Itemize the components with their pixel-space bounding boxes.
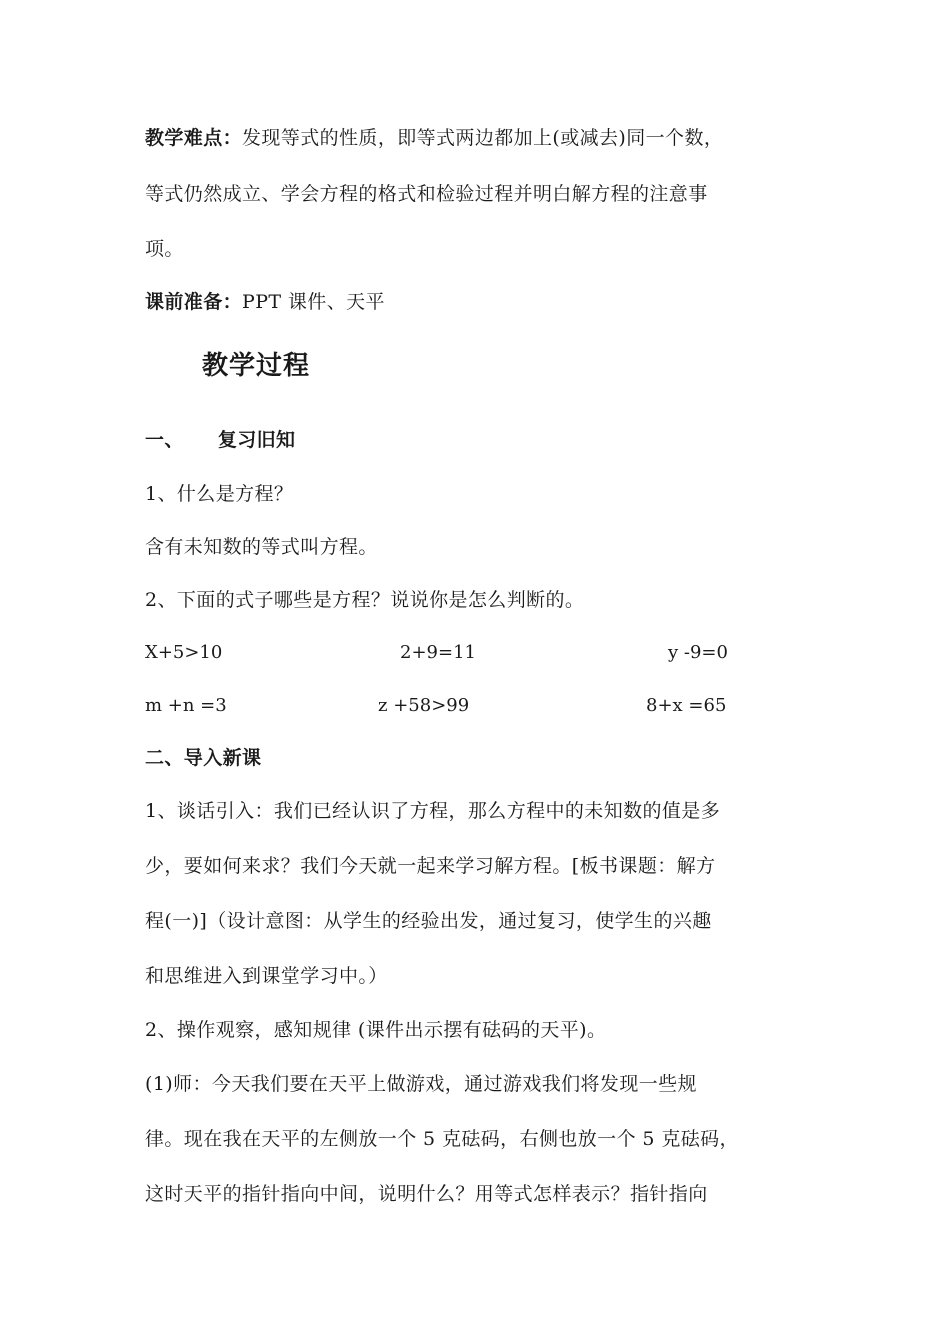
difficulty-line-1 <box>145 124 723 152</box>
expression-2: 2+9=11 <box>400 642 476 663</box>
section1-question-1: 1、什么是方程？ <box>145 483 294 505</box>
preparation-text: PPT 课件、天平 <box>242 291 385 313</box>
section2-paragraph-1-line-1: 1、谈话引入：我们已经认识了方程，那么方程中的未知数的值是多 <box>145 800 721 822</box>
expression-4: m +n =3 <box>145 695 227 716</box>
expression-1: X+5>10 <box>145 642 223 663</box>
section2-paragraph-3-line-2: 律。现在我在天平的左侧放一个 5 克砝码，右侧也放一个 5 克砝码， <box>145 1128 739 1150</box>
expression-5: z +58>99 <box>378 695 470 716</box>
expression-3: y -9=0 <box>668 642 728 663</box>
section2-heading: 二、导入新课 <box>145 747 262 769</box>
section2-paragraph-3-line-1: (1)师：今天我们要在天平上做游戏，通过游戏我们将发现一些规 <box>145 1073 697 1095</box>
preparation-line <box>145 288 385 316</box>
section2-paragraph-1-line-3: 程(一)]（设计意图：从学生的经验出发，通过复习，使学生的兴趣 <box>145 910 712 932</box>
process-title: 教学过程 <box>202 351 311 381</box>
expression-6: 8+x =65 <box>646 695 727 716</box>
section1-title: 复习旧知 <box>217 429 296 451</box>
section2-paragraph-1-line-4: 和思维进入到课堂学习中。） <box>145 965 388 987</box>
difficulty-line-2: 等式仍然成立、学会方程的格式和检验过程并明白解方程的注意事 <box>145 183 708 205</box>
section1-number: 一、 <box>145 429 184 451</box>
difficulty-label: 教学难点： <box>145 127 243 149</box>
difficulty-line-3: 项。 <box>145 238 184 260</box>
section1-question-2: 2、下面的式子哪些是方程？说说你是怎么判断的。 <box>145 589 585 611</box>
section2-paragraph-3-line-3: 这时天平的指针指向中间，说明什么？用等式怎样表示？指针指向 <box>145 1183 708 1205</box>
section2-paragraph-2: 2、操作观察，感知规律 (课件出示摆有砝码的天平)。 <box>145 1019 607 1041</box>
preparation-label: 课前准备： <box>145 291 243 313</box>
section1-heading <box>145 426 295 454</box>
section1-answer-1: 含有未知数的等式叫方程。 <box>145 536 378 558</box>
difficulty-text-1: 发现等式的性质，即等式两边都加上(或减去)同一个数， <box>242 127 724 149</box>
section2-paragraph-1-line-2: 少，要如何来求？我们今天就一起来学习解方程。[板书课题：解方 <box>145 855 716 877</box>
